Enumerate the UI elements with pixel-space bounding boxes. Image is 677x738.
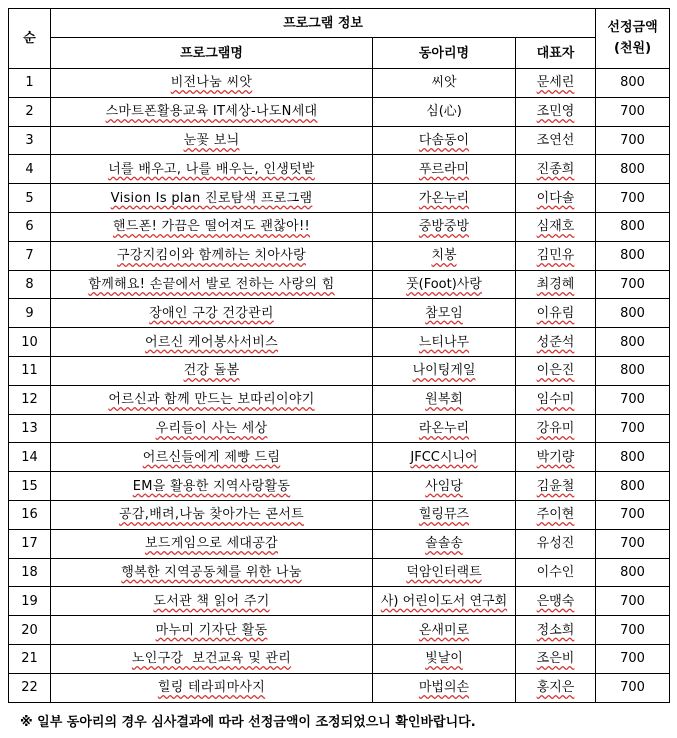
row-seq: 21 <box>9 644 51 673</box>
row-representative: 조연선 <box>516 126 596 155</box>
row-club-name: 푸르라미 <box>373 155 516 184</box>
row-amount: 800 <box>596 472 670 501</box>
row-amount: 700 <box>596 184 670 213</box>
row-amount: 700 <box>596 673 670 702</box>
row-representative: 정소희 <box>516 616 596 645</box>
row-club-name: 느티나무 <box>373 328 516 357</box>
row-seq: 8 <box>9 270 51 299</box>
row-seq: 1 <box>9 69 51 98</box>
table-row <box>9 241 670 270</box>
row-program-name: 어르신 케어봉사서비스 <box>51 328 373 357</box>
table-row <box>9 356 670 385</box>
table-row <box>9 69 670 98</box>
row-representative: 이다솔 <box>516 184 596 213</box>
row-program-name: 우리들이 사는 세상 <box>51 414 373 443</box>
row-program-name: Vision Is plan 진로탐색 프로그램 <box>51 184 373 213</box>
row-amount: 800 <box>596 443 670 472</box>
row-seq: 11 <box>9 356 51 385</box>
table-row <box>9 414 670 443</box>
row-seq: 3 <box>9 126 51 155</box>
row-program-name: 핸드폰! 가끔은 떨어져도 괜찮아!! <box>51 212 373 241</box>
row-representative: 조은비 <box>516 644 596 673</box>
row-club-name: 치봉 <box>373 241 516 270</box>
row-amount: 700 <box>596 644 670 673</box>
row-representative: 이은진 <box>516 356 596 385</box>
row-amount: 800 <box>596 356 670 385</box>
row-seq: 13 <box>9 414 51 443</box>
row-seq: 20 <box>9 616 51 645</box>
row-club-name: JFCC시니어 <box>373 443 516 472</box>
row-representative: 홍지은 <box>516 673 596 702</box>
row-program-name: 비전나눔 씨앗 <box>51 69 373 98</box>
row-program-name: 구강지킴이와 함께하는 치아사랑 <box>51 241 373 270</box>
table-row <box>9 155 670 184</box>
row-seq: 17 <box>9 529 51 558</box>
header-representative: 대표자 <box>516 38 596 69</box>
table-row <box>9 184 670 213</box>
row-seq: 19 <box>9 587 51 616</box>
row-amount: 800 <box>596 69 670 98</box>
table-row <box>9 443 670 472</box>
table-row <box>9 328 670 357</box>
row-club-name: 참모임 <box>373 299 516 328</box>
table-row <box>9 529 670 558</box>
row-club-name: 사임당 <box>373 472 516 501</box>
row-representative: 김민유 <box>516 241 596 270</box>
row-representative: 심재호 <box>516 212 596 241</box>
row-club-name: 씨앗 <box>373 69 516 98</box>
row-amount: 800 <box>596 558 670 587</box>
row-club-name: 나이팅게일 <box>373 356 516 385</box>
row-representative: 김윤철 <box>516 472 596 501</box>
row-seq: 12 <box>9 385 51 414</box>
row-program-name: 힐링 테라피마사지 <box>51 673 373 702</box>
row-seq: 9 <box>9 299 51 328</box>
row-club-name: 빛날이 <box>373 644 516 673</box>
row-representative: 주이현 <box>516 500 596 529</box>
row-program-name: 스마트폰활용교육 IT세상-나도N세대 <box>51 97 373 126</box>
header-amount: 선정금액 (천원) <box>596 9 670 69</box>
row-club-name: 마법의손 <box>373 673 516 702</box>
row-representative: 유성진 <box>516 529 596 558</box>
table-row <box>9 500 670 529</box>
row-program-name: 마누미 기자단 활동 <box>51 616 373 645</box>
row-club-name: 중방중방 <box>373 212 516 241</box>
row-program-name: 노인구강 보건교육 및 관리 <box>51 644 373 673</box>
row-club-name: 가온누리 <box>373 184 516 213</box>
row-amount: 700 <box>596 126 670 155</box>
row-program-name: 보드게임으로 세대공감 <box>51 529 373 558</box>
row-amount: 700 <box>596 587 670 616</box>
row-club-name: 온새미로 <box>373 616 516 645</box>
row-amount: 700 <box>596 97 670 126</box>
row-amount: 700 <box>596 616 670 645</box>
row-club-name: 심(心) <box>373 97 516 126</box>
row-representative: 문세린 <box>516 69 596 98</box>
row-club-name: 풋(Foot)사랑 <box>373 270 516 299</box>
row-program-name: 도서관 책 읽어 주기 <box>51 587 373 616</box>
row-club-name: 사) 어린이도서 연구회 <box>373 587 516 616</box>
row-program-name: 건강 돌봄 <box>51 356 373 385</box>
row-representative: 임수미 <box>516 385 596 414</box>
row-program-name: 너를 배우고, 나를 배우는, 인생텃밭 <box>51 155 373 184</box>
row-program-name: 어르신들에게 제빵 드림 <box>51 443 373 472</box>
row-amount: 800 <box>596 328 670 357</box>
table-row <box>9 472 670 501</box>
table-row <box>9 673 670 702</box>
row-program-name: EM을 활용한 지역사랑활동 <box>51 472 373 501</box>
row-representative: 최경혜 <box>516 270 596 299</box>
row-seq: 14 <box>9 443 51 472</box>
row-club-name: 다솜동이 <box>373 126 516 155</box>
table-row <box>9 299 670 328</box>
row-seq: 7 <box>9 241 51 270</box>
table-row <box>9 212 670 241</box>
row-amount: 700 <box>596 500 670 529</box>
row-amount: 800 <box>596 299 670 328</box>
row-program-name: 공감,배려,나눔 찾아가는 콘서트 <box>51 500 373 529</box>
row-program-name: 행복한 지역공동체를 위한 나눔 <box>51 558 373 587</box>
table-row <box>9 126 670 155</box>
row-amount: 700 <box>596 385 670 414</box>
row-seq: 2 <box>9 97 51 126</box>
row-seq: 22 <box>9 673 51 702</box>
row-seq: 6 <box>9 212 51 241</box>
row-club-name: 원복회 <box>373 385 516 414</box>
row-amount: 800 <box>596 212 670 241</box>
row-representative: 이수인 <box>516 558 596 587</box>
row-seq: 15 <box>9 472 51 501</box>
row-seq: 5 <box>9 184 51 213</box>
row-amount: 800 <box>596 241 670 270</box>
table-row <box>9 558 670 587</box>
row-club-name: 라온누리 <box>373 414 516 443</box>
table-row <box>9 385 670 414</box>
program-selection-table <box>8 8 670 703</box>
row-club-name: 힐링뮤즈 <box>373 500 516 529</box>
row-representative: 진종희 <box>516 155 596 184</box>
row-representative: 조민영 <box>516 97 596 126</box>
row-club-name: 덕암인터랙트 <box>373 558 516 587</box>
header-program-info: 프로그램 정보 <box>51 9 596 38</box>
row-representative: 은맹숙 <box>516 587 596 616</box>
table-row <box>9 270 670 299</box>
footnote: ※ 일부 동아리의 경우 심사결과에 따라 선정금액이 조정되었으니 확인바랍니다. <box>20 715 476 730</box>
row-representative: 박기량 <box>516 443 596 472</box>
row-amount: 700 <box>596 529 670 558</box>
header-seq: 순 <box>9 9 51 69</box>
row-amount: 800 <box>596 155 670 184</box>
row-representative: 성준석 <box>516 328 596 357</box>
header-program-name: 프로그램명 <box>51 38 373 69</box>
row-seq: 4 <box>9 155 51 184</box>
row-program-name: 눈꽃 보늬 <box>51 126 373 155</box>
table-row <box>9 587 670 616</box>
row-seq: 18 <box>9 558 51 587</box>
row-club-name: 솔솔송 <box>373 529 516 558</box>
row-seq: 10 <box>9 328 51 357</box>
row-representative: 강유미 <box>516 414 596 443</box>
header-club-name: 동아리명 <box>373 38 516 69</box>
table-row <box>9 616 670 645</box>
row-program-name: 함께해요! 손끝에서 발로 전하는 사랑의 힘 <box>51 270 373 299</box>
row-seq: 16 <box>9 500 51 529</box>
row-amount: 700 <box>596 414 670 443</box>
table-row <box>9 644 670 673</box>
row-program-name: 장애인 구강 건강관리 <box>51 299 373 328</box>
row-representative: 이유림 <box>516 299 596 328</box>
row-program-name: 어르신과 함께 만드는 보따리이야기 <box>51 385 373 414</box>
table-row <box>9 97 670 126</box>
row-amount: 700 <box>596 270 670 299</box>
